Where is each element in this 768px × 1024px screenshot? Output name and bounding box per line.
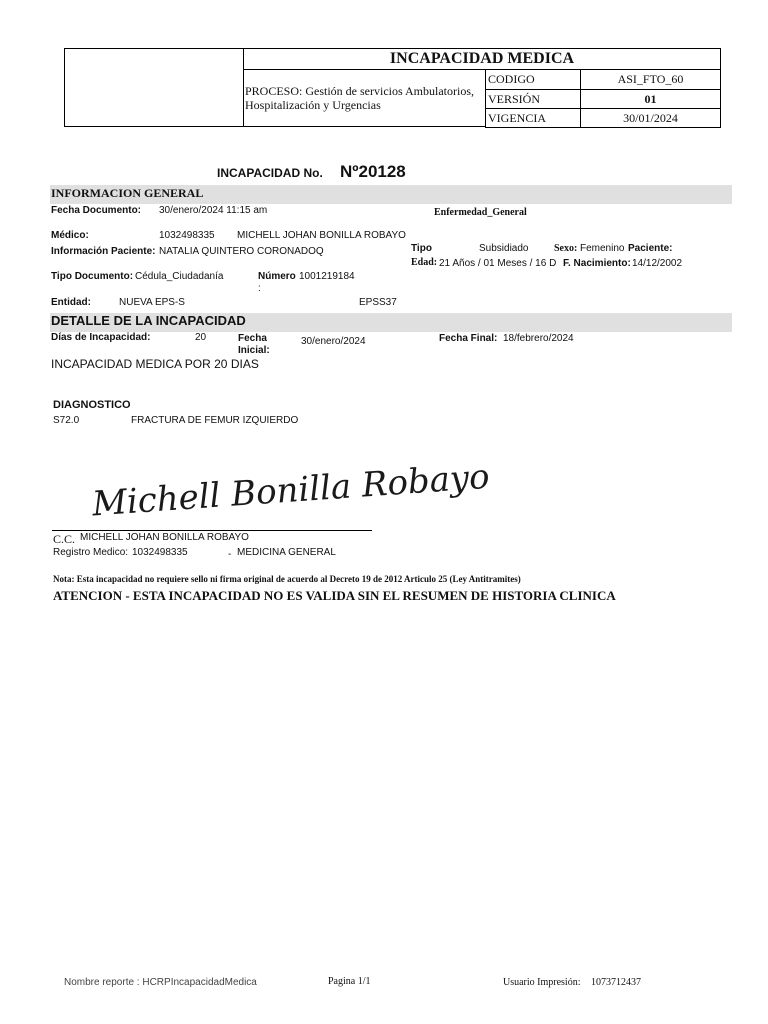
numero-label: Número xyxy=(258,271,296,282)
dias-label: Días de Incapacidad: xyxy=(51,332,151,343)
incapacidad-descripcion: INCAPACIDAD MEDICA POR 20 DIAS xyxy=(51,357,259,371)
sexo-value: Femenino xyxy=(580,243,625,254)
medico-name: MICHELL JOHAN BONILLA ROBAYO xyxy=(237,230,406,241)
nacimiento-value: 14/12/2002 xyxy=(632,258,683,269)
version-label: VERSIÓN xyxy=(485,89,581,109)
numero-value: 1001219184 xyxy=(299,271,355,282)
paciente-name: NATALIA QUINTERO CORONADOQ xyxy=(159,246,324,257)
footer-user-label: Usuario Impresión: xyxy=(503,977,581,988)
footer-report-name: Nombre reporte : HCRPIncapacidadMedica xyxy=(64,977,257,988)
footer-page-number: Pagina 1/1 xyxy=(328,976,371,987)
paciente-label: Información Paciente: xyxy=(51,246,156,257)
medico-id: 1032498335 xyxy=(159,230,215,241)
diagnostico-code: S72.0 xyxy=(53,415,80,426)
nacimiento-label: F. Nacimiento: xyxy=(563,258,631,269)
codigo-label: CODIGO xyxy=(485,69,581,90)
section-title-info-general: INFORMACION GENERAL xyxy=(51,186,204,200)
fecha-final-value: 18/febrero/2024 xyxy=(503,333,574,344)
version-value: 01 xyxy=(580,89,721,109)
nota-legal: Nota: Esta incapacidad no requiere sello ni firma original de acuerdo al Decreto 19 de 2012 Articulo 25 (Ley Antitramites) xyxy=(53,574,521,584)
tipo-value: Subsidiado xyxy=(479,243,529,254)
registro-label: Registro Medico: xyxy=(53,547,129,558)
incapacidad-number: Nº20128 xyxy=(340,162,406,181)
fecha-documento-label: Fecha Documento: xyxy=(51,205,142,216)
fecha-inicial-label-2: Inicial: xyxy=(238,345,270,356)
edad-label: Edad: xyxy=(411,257,438,268)
fecha-inicial-label-1: Fecha xyxy=(238,333,267,344)
registro-dash: - xyxy=(228,549,232,560)
incapacidad-label: INCAPACIDAD No. xyxy=(217,166,323,180)
paciente-suffix: Paciente: xyxy=(628,243,673,254)
tipo-documento-label: Tipo Documento: xyxy=(51,271,134,282)
tipo-documento-value: Cédula_Ciudadanía xyxy=(135,271,224,282)
signature-image xyxy=(80,448,491,532)
diagnostico-title: DIAGNOSTICO xyxy=(53,399,131,411)
process-name: PROCESO: Gestión de servicios Ambulatorios, Hospitalización y Urgencias xyxy=(243,69,486,127)
signature-line xyxy=(52,530,372,531)
especialidad: MEDICINA GENERAL xyxy=(237,547,336,558)
firmante-name: MICHELL JOHAN BONILLA ROBAYO xyxy=(80,532,249,543)
document-title: INCAPACIDAD MEDICA xyxy=(243,48,721,70)
sexo-label: Sexo: xyxy=(554,243,578,254)
cc-label: C.C. xyxy=(53,532,76,546)
fecha-documento-value: 30/enero/2024 11:15 am xyxy=(159,205,268,216)
vigencia-value: 30/01/2024 xyxy=(580,108,721,128)
codigo-value: ASI_FTO_60 xyxy=(580,69,721,90)
signature-text: Michell Bonilla Robayo xyxy=(90,456,491,525)
tipo-enfermedad: Enfermedad_General xyxy=(434,207,527,218)
medico-label: Médico: xyxy=(51,230,89,241)
edad-value: 21 Años / 01 Meses / 16 D xyxy=(439,258,557,269)
footer-user-value: 1073712437 xyxy=(591,977,641,988)
entidad-value: NUEVA EPS-S xyxy=(119,297,185,308)
entidad-label: Entidad: xyxy=(51,297,91,308)
tipo-label: Tipo xyxy=(411,243,432,254)
numero-colon: : xyxy=(258,283,261,294)
section-title-detalle: DETALLE DE LA INCAPACIDAD xyxy=(51,313,246,328)
registro-value: 1032498335 xyxy=(132,547,188,558)
entidad-code: EPSS37 xyxy=(359,297,397,308)
fecha-inicial-value: 30/enero/2024 xyxy=(301,336,366,347)
fecha-final-label: Fecha Final: xyxy=(439,333,498,344)
logo-box xyxy=(64,48,244,127)
dias-value: 20 xyxy=(195,332,207,343)
diagnostico-description: FRACTURA DE FEMUR IZQUIERDO xyxy=(131,415,299,426)
vigencia-label: VIGENCIA xyxy=(485,108,581,128)
atencion-warning: ATENCION - ESTA INCAPACIDAD NO ES VALIDA SIN EL RESUMEN DE HISTORIA CLINICA xyxy=(53,588,616,603)
